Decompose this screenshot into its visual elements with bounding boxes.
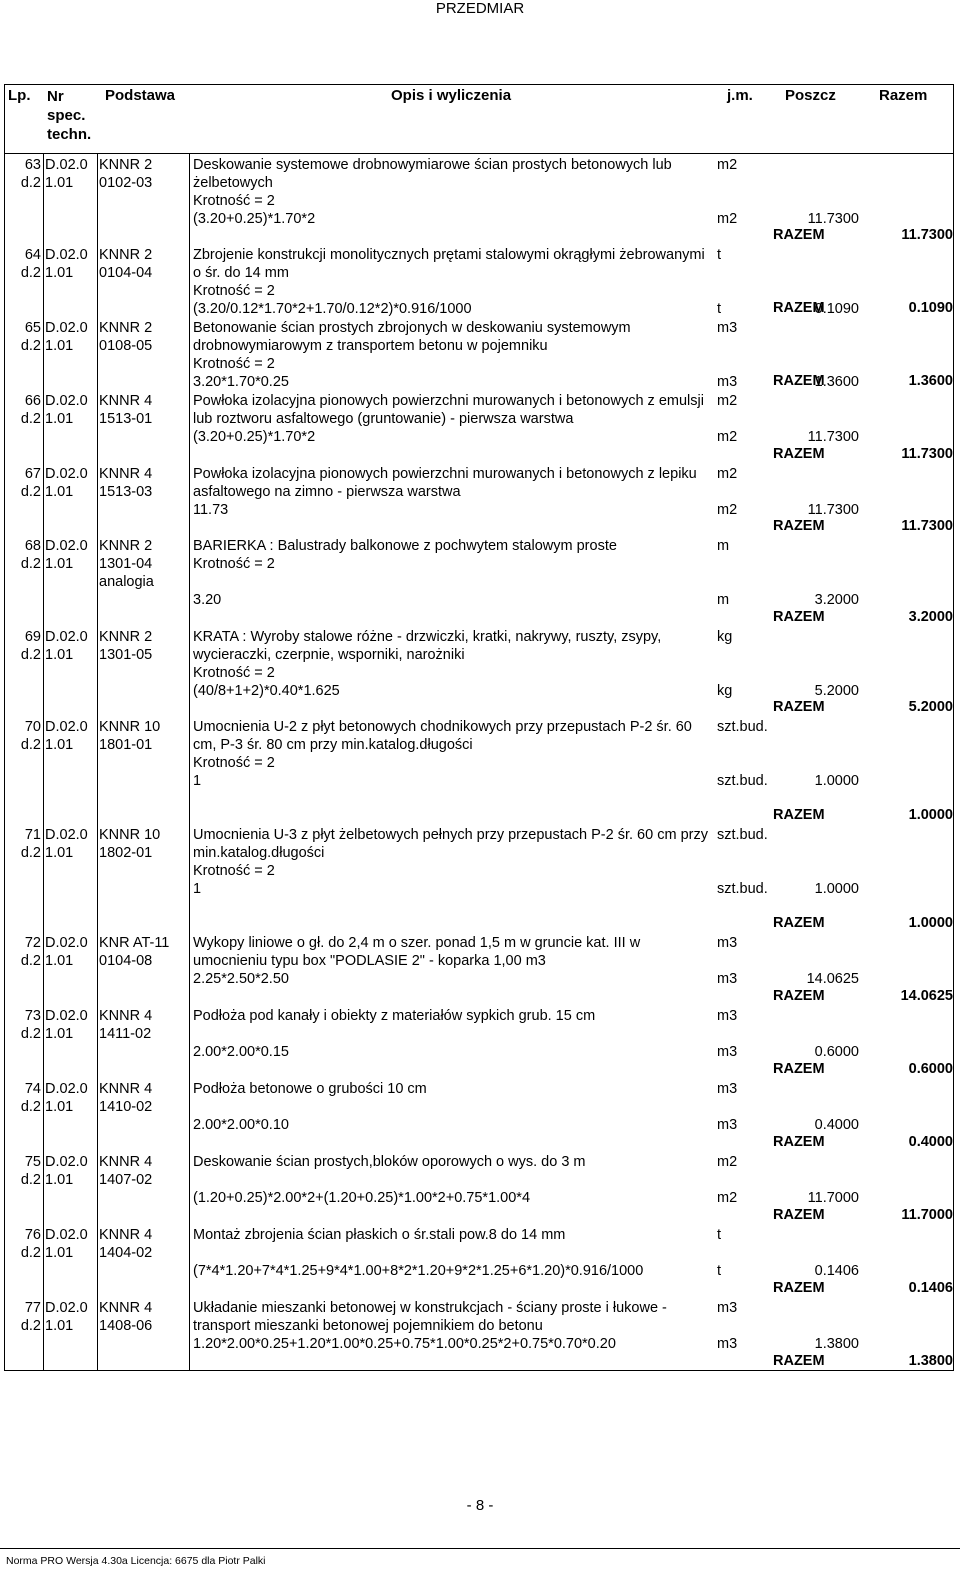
unit: m3 <box>717 1008 738 1024</box>
razem-label: RAZEM <box>773 609 825 625</box>
col-header-nr: Nr spec. techn. <box>47 88 92 143</box>
position-number: 73 d.2 <box>20 1008 41 1042</box>
column-separator <box>189 244 190 317</box>
column-separator <box>97 1297 98 1370</box>
calculation: 11.73 <box>193 502 229 518</box>
position-number: 64 d.2 <box>20 247 41 281</box>
column-separator <box>97 390 98 463</box>
calculation: 2.00*2.00*0.15 <box>193 1044 289 1060</box>
column-separator <box>189 535 190 626</box>
partial-value: 11.7300 <box>807 211 859 227</box>
spec-number: D.02.0 1.01 <box>45 1008 88 1042</box>
razem-total <box>769 372 955 390</box>
column-separator <box>97 1078 98 1151</box>
unit: szt.bud. <box>717 719 768 735</box>
column-separator <box>43 244 44 317</box>
column-separator <box>43 1078 44 1151</box>
spec-number: D.02.0 1.01 <box>45 320 88 354</box>
spec-number: D.02.0 1.01 <box>45 1154 88 1188</box>
position-row <box>4 154 954 244</box>
razem-total <box>769 226 955 244</box>
partial-value: 1.3600 <box>814 374 859 390</box>
col-header-poszcz: Poszcz <box>785 87 836 104</box>
column-separator <box>189 154 190 244</box>
position-description: Umocnienia U-2 z płyt betonowych chodnikowych przy przepustach P-2 śr. 60 cm, P-3 śr. 80 cm przy min.katalog.długości <box>193 719 692 753</box>
calculation: (3.20+0.25)*1.70*2 <box>193 211 316 227</box>
basis-code: KNNR 2 0102-03 <box>99 157 153 191</box>
partial-value: 11.7000 <box>807 1190 859 1206</box>
position-number: 63 d.2 <box>20 157 41 191</box>
position-description: KRATA : Wyroby stalowe różne - drzwiczki, kratki, nakrywy, ruszty, zsypy, wycieraczki, czerpnie, wsporniki, narożniki <box>193 629 662 663</box>
column-separator <box>189 626 190 716</box>
razem-value: 14.0625 <box>900 988 953 1004</box>
column-separator <box>97 317 98 390</box>
razem-value: 11.7000 <box>901 1207 953 1223</box>
spec-number: D.02.0 1.01 <box>45 538 88 572</box>
calc-unit: m3 <box>717 1044 738 1060</box>
unit: m2 <box>717 393 738 409</box>
column-separator <box>97 1005 98 1078</box>
calc-unit: m2 <box>717 1190 738 1206</box>
col-header-razem: Razem <box>879 87 928 104</box>
unit: m2 <box>717 466 738 482</box>
position-row <box>4 317 954 390</box>
razem-label: RAZEM <box>773 988 825 1004</box>
unit: m2 <box>717 1154 738 1170</box>
basis-code: KNNR 10 1801-01 <box>99 719 161 753</box>
multiplier: Krotność = 2 <box>193 863 275 879</box>
spec-number: D.02.0 1.01 <box>45 1081 88 1115</box>
calculation: 2.00*2.00*0.10 <box>193 1117 289 1133</box>
razem-total <box>769 1279 955 1297</box>
basis-code: KNNR 2 1301-05 <box>99 629 153 663</box>
calc-unit: szt.bud. <box>717 881 768 897</box>
position-number: 75 d.2 <box>20 1154 41 1188</box>
calc-unit: m3 <box>717 374 738 390</box>
column-separator <box>189 932 190 1005</box>
razem-label: RAZEM <box>773 1353 825 1369</box>
estimate-table <box>4 84 954 1371</box>
calc-unit: m2 <box>717 502 738 518</box>
razem-label: RAZEM <box>773 1207 825 1223</box>
position-description: Powłoka izolacyjna pionowych powierzchni murowanych i betonowych z lepiku asfaltowego na zimno - pierwsza warstwa <box>193 466 697 500</box>
razem-label: RAZEM <box>773 1061 825 1077</box>
spec-number: D.02.0 1.01 <box>45 1300 88 1334</box>
position-number: 70 d.2 <box>20 719 41 753</box>
basis-code: KNNR 4 1411-02 <box>99 1008 153 1042</box>
column-separator <box>43 154 44 244</box>
position-number: 76 d.2 <box>20 1227 41 1261</box>
position-row <box>4 535 954 626</box>
page-number: - 8 - <box>466 1497 494 1514</box>
unit: t <box>717 247 722 263</box>
position-number: 77 d.2 <box>20 1300 41 1334</box>
razem-total <box>769 914 955 932</box>
calc-unit: m2 <box>717 429 738 445</box>
multiplier: Krotność = 2 <box>193 556 275 572</box>
multiplier: Krotność = 2 <box>193 193 275 209</box>
razem-total <box>769 608 955 626</box>
position-row <box>4 824 954 932</box>
column-separator <box>97 463 98 535</box>
unit: m3 <box>717 1300 738 1316</box>
column-separator <box>43 317 44 390</box>
column-separator <box>97 626 98 716</box>
position-row <box>4 1005 954 1078</box>
column-separator <box>43 1224 44 1297</box>
razem-total <box>769 1060 955 1078</box>
column-separator <box>43 932 44 1005</box>
calc-unit: m3 <box>717 971 738 987</box>
unit: kg <box>717 629 733 645</box>
basis-code: KNNR 4 1513-03 <box>99 466 153 500</box>
position-number: 74 d.2 <box>20 1081 41 1115</box>
razem-value: 0.1090 <box>908 300 953 316</box>
document-header: PRZEDMIAR <box>435 0 525 17</box>
partial-value: 0.1406 <box>814 1263 859 1279</box>
position-description: Podłoża betonowe o grubości 10 cm <box>193 1081 427 1097</box>
razem-label: RAZEM <box>773 446 825 462</box>
razem-total <box>769 987 955 1005</box>
calculation: 1 <box>193 773 202 789</box>
razem-label: RAZEM <box>773 807 825 823</box>
table-header <box>4 84 954 154</box>
calculation: 2.25*2.50*2.50 <box>193 971 289 987</box>
column-separator <box>43 1151 44 1224</box>
basis-code: KNR AT-11 0104-08 <box>99 935 170 969</box>
spec-number: D.02.0 1.01 <box>45 935 88 969</box>
unit: m3 <box>717 320 738 336</box>
unit: m2 <box>717 157 738 173</box>
position-description: Wykopy liniowe o gł. do 2,4 m o szer. ponad 1,5 m w gruncie kat. III w umocnieniu typu box "PODLASIE 2" - koparka 1,00 m3 <box>193 935 641 969</box>
position-row <box>4 626 954 716</box>
position-number: 66 d.2 <box>20 393 41 427</box>
razem-total <box>769 1352 955 1370</box>
unit: szt.bud. <box>717 827 768 843</box>
razem-total <box>769 517 955 535</box>
basis-code: KNNR 2 1301-04 analogia <box>99 538 154 590</box>
position-number: 67 d.2 <box>20 466 41 500</box>
razem-value: 5.2000 <box>908 699 953 715</box>
position-number: 72 d.2 <box>20 935 41 969</box>
razem-value: 0.1406 <box>908 1280 953 1296</box>
position-row <box>4 1224 954 1297</box>
partial-value: 5.2000 <box>814 683 859 699</box>
column-separator <box>43 1005 44 1078</box>
column-separator <box>97 1224 98 1297</box>
column-separator <box>189 824 190 932</box>
spec-number: D.02.0 1.01 <box>45 827 88 861</box>
razem-total <box>769 698 955 716</box>
razem-label: RAZEM <box>773 227 825 243</box>
col-header-lp: Lp. <box>8 87 31 104</box>
column-separator <box>189 390 190 463</box>
razem-total <box>769 806 955 824</box>
unit: m <box>717 538 730 554</box>
partial-value: 11.7300 <box>807 502 859 518</box>
column-separator <box>189 463 190 535</box>
position-description: Zbrojenie konstrukcji monolitycznych prętami stalowymi okrągłymi żebrowanymi o śr. do 14 mm <box>193 247 705 281</box>
multiplier: Krotność = 2 <box>193 283 275 299</box>
items-list <box>4 154 954 1371</box>
partial-value: 11.7300 <box>807 429 859 445</box>
position-number: 71 d.2 <box>20 827 41 861</box>
razem-value: 11.7300 <box>901 446 953 462</box>
position-row <box>4 463 954 535</box>
razem-value: 11.7300 <box>901 518 953 534</box>
partial-value: 1.0000 <box>814 881 859 897</box>
calc-unit: m3 <box>717 1336 738 1352</box>
position-description: Deskowanie systemowe drobnowymiarowe ścian prostych betonowych lub żelbetowych <box>193 157 672 191</box>
calc-unit: kg <box>717 683 733 699</box>
unit: t <box>717 1227 722 1243</box>
column-separator <box>189 1224 190 1297</box>
position-row <box>4 244 954 317</box>
column-separator <box>97 1151 98 1224</box>
column-separator <box>43 1297 44 1370</box>
razem-value: 1.3800 <box>908 1353 953 1369</box>
unit: m3 <box>717 1081 738 1097</box>
basis-code: KNNR 10 1802-01 <box>99 827 161 861</box>
razem-value: 1.3600 <box>908 373 953 389</box>
column-separator <box>97 824 98 932</box>
column-separator <box>43 824 44 932</box>
spec-number: D.02.0 1.01 <box>45 157 88 191</box>
position-row <box>4 1297 954 1371</box>
calculation: (3.20+0.25)*1.70*2 <box>193 429 316 445</box>
razem-value: 11.7300 <box>901 227 953 243</box>
column-separator <box>97 535 98 626</box>
position-row <box>4 716 954 824</box>
column-separator <box>43 626 44 716</box>
basis-code: KNNR 4 1410-02 <box>99 1081 153 1115</box>
calculation: 3.20*1.70*0.25 <box>193 374 289 390</box>
position-row <box>4 932 954 1005</box>
position-description: Montaż zbrojenia ścian płaskich o śr.stali pow.8 do 14 mm <box>193 1227 566 1243</box>
calculation: (7*4*1.20+7*4*1.25+9*4*1.00+8*2*1.20+9*2*1.25+6*1.20)*0.916/1000 <box>193 1263 644 1279</box>
calc-unit: m <box>717 592 730 608</box>
col-header-podstawa: Podstawa <box>105 87 176 104</box>
razem-value: 1.0000 <box>908 807 953 823</box>
position-number: 65 d.2 <box>20 320 41 354</box>
calculation: (1.20+0.25)*2.00*2+(1.20+0.25)*1.00*2+0.75*1.00*4 <box>193 1190 531 1206</box>
calc-unit: t <box>717 301 722 317</box>
calc-unit: m2 <box>717 211 738 227</box>
razem-value: 3.2000 <box>908 609 953 625</box>
column-separator <box>43 463 44 535</box>
multiplier: Krotność = 2 <box>193 755 275 771</box>
razem-label: RAZEM <box>773 915 825 931</box>
calc-unit: t <box>717 1263 722 1279</box>
basis-code: KNNR 4 1407-02 <box>99 1154 153 1188</box>
spec-number: D.02.0 1.01 <box>45 466 88 500</box>
calculation: 1 <box>193 881 202 897</box>
position-description: Układanie mieszanki betonowej w konstrukcjach - ściany proste i łukowe - transport mieszanki betonowej pojemnikiem do betonu <box>193 1300 667 1334</box>
calculation: 1.20*2.00*0.25+1.20*1.00*0.25+0.75*1.00*0.25*2+0.75*0.70*0.20 <box>193 1336 616 1352</box>
partial-value: 1.3800 <box>814 1336 859 1352</box>
column-separator <box>189 317 190 390</box>
calculation: 3.20 <box>193 592 222 608</box>
razem-value: 0.6000 <box>908 1061 953 1077</box>
position-description: Umocnienia U-3 z płyt żelbetowych pełnych przy przepustach P-2 śr. 60 cm przy min.katalog.długości <box>193 827 708 861</box>
col-header-opis: Opis i wyliczenia <box>391 87 512 104</box>
column-separator <box>189 1005 190 1078</box>
spec-number: D.02.0 1.01 <box>45 719 88 753</box>
column-separator <box>43 390 44 463</box>
razem-label: RAZEM <box>773 300 825 316</box>
spec-number: D.02.0 1.01 <box>45 629 88 663</box>
basis-code: KNNR 2 0108-05 <box>99 320 153 354</box>
footer-rule <box>0 1548 960 1549</box>
basis-code: KNNR 2 0104-04 <box>99 247 153 281</box>
razem-label: RAZEM <box>773 1280 825 1296</box>
razem-total <box>769 445 955 463</box>
position-description: Podłoża pod kanały i obiekty z materiałów sypkich grub. 15 cm <box>193 1008 596 1024</box>
razem-total <box>769 1133 955 1151</box>
position-description: BARIERKA : Balustrady balkonowe z pochwytem stalowym proste <box>193 538 617 554</box>
calc-unit: m3 <box>717 1117 738 1133</box>
spec-number: D.02.0 1.01 <box>45 393 88 427</box>
razem-label: RAZEM <box>773 518 825 534</box>
basis-code: KNNR 4 1513-01 <box>99 393 153 427</box>
column-separator <box>189 1151 190 1224</box>
position-row <box>4 390 954 463</box>
partial-value: 3.2000 <box>814 592 859 608</box>
position-description: Deskowanie ścian prostych,bloków oporowych o wys. do 3 m <box>193 1154 586 1170</box>
position-row <box>4 1151 954 1224</box>
column-separator <box>97 244 98 317</box>
column-separator <box>97 154 98 244</box>
basis-code: KNNR 4 1408-06 <box>99 1300 153 1334</box>
partial-value: 0.6000 <box>814 1044 859 1060</box>
column-separator <box>43 535 44 626</box>
multiplier: Krotność = 2 <box>193 665 275 681</box>
software-footer: Norma PRO Wersja 4.30a Licencja: 6675 dla Piotr Palki <box>6 1555 266 1567</box>
position-description: Betonowanie ścian prostych zbrojonych w deskowaniu systemowym drobnowymiarowym z transportem betonu w pojemniku <box>193 320 631 354</box>
column-separator <box>43 716 44 824</box>
razem-value: 0.4000 <box>908 1134 953 1150</box>
calculation: (3.20/0.12*1.70*2+1.70/0.12*2)*0.916/1000 <box>193 301 472 317</box>
razem-value: 1.0000 <box>908 915 953 931</box>
multiplier: Krotność = 2 <box>193 356 275 372</box>
razem-label: RAZEM <box>773 1134 825 1150</box>
basis-code: KNNR 4 1404-02 <box>99 1227 153 1261</box>
razem-total <box>769 299 955 317</box>
partial-value: 0.1090 <box>814 301 859 317</box>
position-number: 69 d.2 <box>20 629 41 663</box>
column-separator <box>189 1297 190 1370</box>
position-description: Powłoka izolacyjna pionowych powierzchni murowanych i betonowych z emulsji lub roztworu asfaltowego (gruntowanie) - pierwsza warstwa <box>193 393 704 427</box>
spec-number: D.02.0 1.01 <box>45 1227 88 1261</box>
razem-label: RAZEM <box>773 699 825 715</box>
unit: m3 <box>717 935 738 951</box>
razem-label: RAZEM <box>773 373 825 389</box>
column-separator <box>189 716 190 824</box>
calc-unit: szt.bud. <box>717 773 768 789</box>
razem-total <box>769 1206 955 1224</box>
column-separator <box>97 932 98 1005</box>
position-row <box>4 1078 954 1151</box>
col-header-jm: j.m. <box>727 87 753 104</box>
partial-value: 14.0625 <box>806 971 859 987</box>
partial-value: 0.4000 <box>814 1117 859 1133</box>
position-number: 68 d.2 <box>20 538 41 572</box>
partial-value: 1.0000 <box>814 773 859 789</box>
calculation: (40/8+1+2)*0.40*1.625 <box>193 683 340 699</box>
column-separator <box>189 1078 190 1151</box>
column-separator <box>97 716 98 824</box>
spec-number: D.02.0 1.01 <box>45 247 88 281</box>
